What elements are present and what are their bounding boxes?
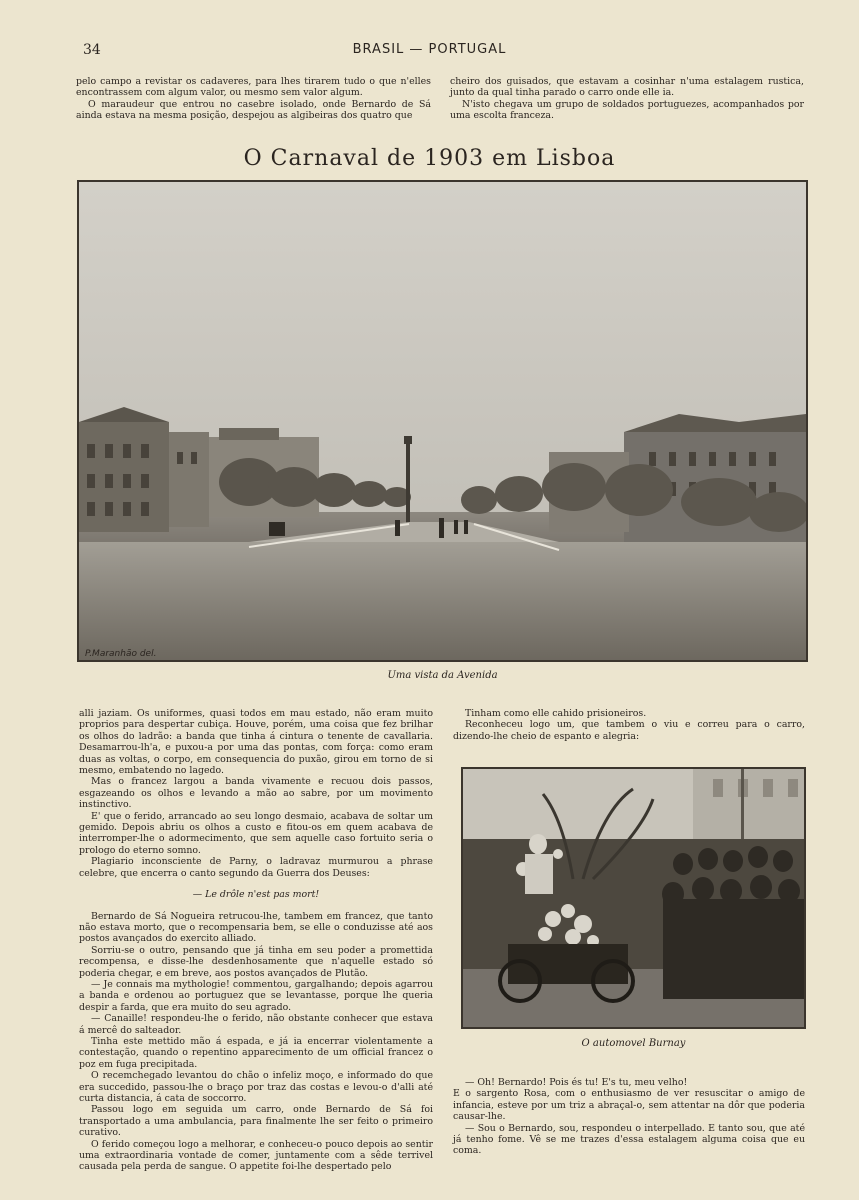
top-left-column — [76, 76, 431, 122]
paragraph: alli jaziam. Os uniformes, quasi todos em mau estado, não eram muito proprios para despertar cubiça. Houve, porém, uma coisa que fez brilhar os olhos do ladrão: a banda que tinha á cintura o tenente de cavallaria. Desamarrou-lh'a, e puxou-a por uma das pontas, com força: como eram duas as voltas, o corpo, em consequencia do puxão, girou em torno de si mesmo, embatendo no lagedo. — [79, 708, 433, 777]
paragraph: O ferido começou logo a melhorar, e conheceu-o pouco depois ao sentir uma extraordinaria vontade de comer, juntamente com a sêde terrivel causada pela perda de sangue. O appetite foi-lhe despertado pelo — [79, 1138, 433, 1173]
paragraph: — Oh! Bernardo! Pois és tu! E's tu, meu velho! — [465, 1077, 688, 1088]
automovel-illustration — [463, 769, 804, 1027]
paragraph: Sorriu-se o outro, pensando que já tinha em seu poder a promettida recompensa, e disse-lhe desdenhosamente que n'aquelle estado só poderia chegar, e em breve, aos postos avançados de Plutão. — [79, 944, 433, 979]
paragraph: N'isto chegava um grupo de soldados portuguezes, acompanhados por uma escolta franceza. — [450, 98, 804, 122]
article-title: O Carnaval de 1903 em Lisboa — [243, 146, 616, 171]
paragraph: O maraudeur que entrou no casebre isolado, onde Bernardo de Sá ainda estava na mesma posição, despejou as algibeiras dos quatro que — [76, 98, 431, 122]
paragraph: — Je connais ma mythologie! commentou, gargalhando; depois agarrou a banda e ordenou ao portuguez que se levantasse, porque lhe queria despir a farda, que era muito do seu agrado. — [79, 978, 433, 1013]
paragraph: — Sou o Bernardo, sou, respondeu o interpellado. E tanto sou, que até já tenho fome. Vê se me trazes d'essa estalagem alguma coisa que eu coma. — [453, 1122, 805, 1157]
paragraph: Tinham como elle cahido prisioneiros. — [465, 708, 647, 719]
paragraph: cheiro dos guisados, que estavam a cosinhar n'uma estalagem rustica, junto da qual tinha parado o carro onde elle ia. — [450, 76, 804, 99]
left-column — [79, 708, 433, 1173]
top-right-column — [450, 76, 804, 122]
page-number: 34 — [83, 42, 101, 58]
paragraph: Passou logo em seguida um carro, onde Bernardo de Sá foi transportado a uma ambulancia, para finalmente lhe ser feito o primeiro curativo. — [79, 1104, 433, 1139]
right-column-bottom — [453, 1077, 805, 1157]
photo-automovel — [461, 767, 806, 1029]
paragraph: Mas o francez largou a banda vivamente e recuou dois passos, esgazeando os olhos e levando a mão ao sabre, por um movimento instinctivo. — [79, 776, 433, 811]
paragraph: pelo campo a revistar os cadaveres, para lhes tirarem tudo o que n'elles encontrassem com algum valor, ou mesmo sem valor algum. — [76, 76, 431, 99]
paragraph: O recemchegado levantou do chão o infeliz moço, e informado do que era succedido, passou-lhe o braço por traz das costas e levou-o d'alli até curta distancia, á cata de soccorro. — [79, 1070, 433, 1104]
quote: — Le drôle n'est pas mort! — [192, 889, 320, 901]
running-title: BRASIL — PORTUGAL — [352, 42, 507, 57]
paragraph: — Canaille! respondeu-lhe o ferido, não obstante conhecer que estava á mercê do salteador. — [79, 1013, 433, 1036]
paragraph: Reconheceu logo um, que tambem o viu e correu para o carro, dizendo-lhe cheio de espanto e alegria: — [453, 719, 805, 742]
paragraph: Bernardo de Sá Nogueira retrucou-lhe, tambem em francez, que tanto não estava morto, que o recompensaria bem, se elle o conduzisse até aos postos avançados do exercito alliado. — [79, 910, 433, 945]
avenida-illustration — [79, 182, 806, 660]
right-column-top — [453, 708, 805, 742]
photo-caption-avenida: Uma vista da Avenida — [387, 670, 498, 681]
paragraph: E' que o ferido, arrancado ao seu longo desmaio, acabava de soltar um gemido. Depois abriu os olhos a custo e fitou-os em quem acabava de interromper-lhe o adormecimento, que sem aquelle caso fortuito seria o prologo do eterno somno. — [79, 810, 433, 856]
photo-signature: P.Maranhão del. — [85, 649, 157, 659]
paragraph: Plagiario inconsciente de Parny, o ladravaz murmurou a phrase celebre, que encerra o canto segundo da Guerra dos Deuses: — [79, 856, 433, 879]
paragraph: Tinha este mettido mão á espada, e já ia encerrar violentamente a contestação, quando o repentino apparecimento de um official francez o poz em fuga precipitada. — [79, 1035, 433, 1070]
paragraph: E o sargento Rosa, com o enthusiasmo de ver resuscitar o amigo de infancia, esteve por um triz a abraçal-o, sem attentar na dôr que poderia causar-lhe. — [453, 1088, 805, 1123]
photo-caption-automovel: O automovel Burnay — [581, 1038, 686, 1049]
photo-avenida — [77, 180, 808, 662]
